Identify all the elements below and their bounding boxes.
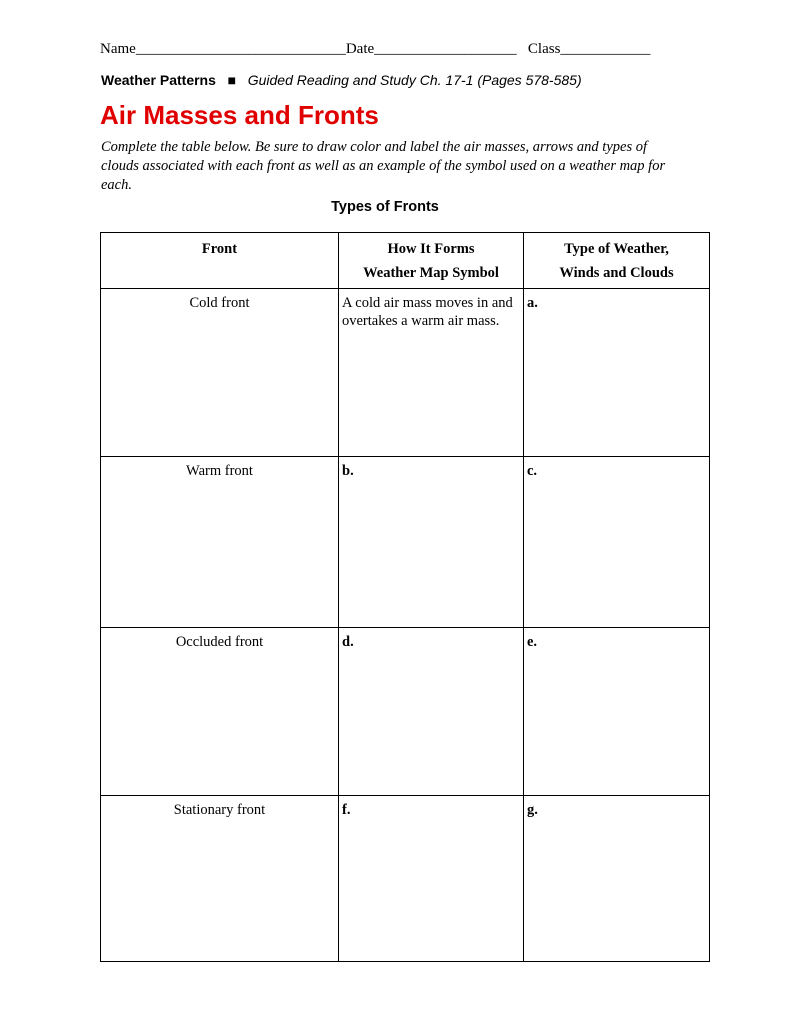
- how-it-forms-answer-cell[interactable]: b.: [339, 457, 524, 628]
- table-caption: Types of Fronts: [331, 199, 439, 215]
- date-label: Date: [345, 41, 375, 57]
- weather-answer-cell[interactable]: g.: [524, 796, 710, 962]
- class-label: Class: [527, 41, 561, 57]
- how-it-forms-answer-cell[interactable]: d.: [339, 628, 524, 796]
- reading-reference: Guided Reading and Study Ch. 17-1 (Pages 578-585): [247, 72, 582, 88]
- front-name-cell: Stationary front: [101, 796, 339, 962]
- weather-answer-cell[interactable]: e.: [524, 628, 710, 796]
- weather-answer-cell[interactable]: a.: [524, 289, 710, 457]
- instructions-text: Complete the table below. Be sure to draw color and label the air masses, arrows and types of clouds associated with each front as well as an example of the symbol used on a weather map for each.: [101, 139, 666, 193]
- date-field[interactable]: ___________________: [374, 41, 517, 57]
- front-name-cell: Cold front: [101, 289, 339, 457]
- header-weather: Type of Weather, Winds and Clouds: [524, 233, 710, 289]
- name-field[interactable]: ____________________________: [135, 41, 346, 57]
- table-row: [101, 457, 710, 628]
- fronts-table: [100, 232, 710, 962]
- header-how-it-forms: How It Forms Weather Map Symbol: [339, 233, 524, 289]
- front-name-cell: Warm front: [101, 457, 339, 628]
- how-it-forms-cell: A cold air mass moves in and overtakes a warm air mass.: [339, 289, 524, 457]
- weather-answer-cell[interactable]: c.: [524, 457, 710, 628]
- table-row: [101, 796, 710, 962]
- how-it-forms-answer-cell[interactable]: f.: [339, 796, 524, 962]
- name-label: Name: [100, 41, 136, 57]
- class-field[interactable]: ____________: [560, 41, 651, 57]
- front-name-cell: Occluded front: [101, 628, 339, 796]
- student-info-line: [100, 41, 650, 58]
- table-header-row: [101, 233, 710, 289]
- header-front: Front: [101, 233, 339, 289]
- table-row: [101, 628, 710, 796]
- topic-label: Weather Patterns: [101, 72, 216, 88]
- page-title: Air Masses and Fronts: [100, 100, 379, 130]
- subtitle-line: [101, 72, 582, 88]
- separator-icon: ■: [227, 72, 237, 88]
- table-row: [101, 289, 710, 457]
